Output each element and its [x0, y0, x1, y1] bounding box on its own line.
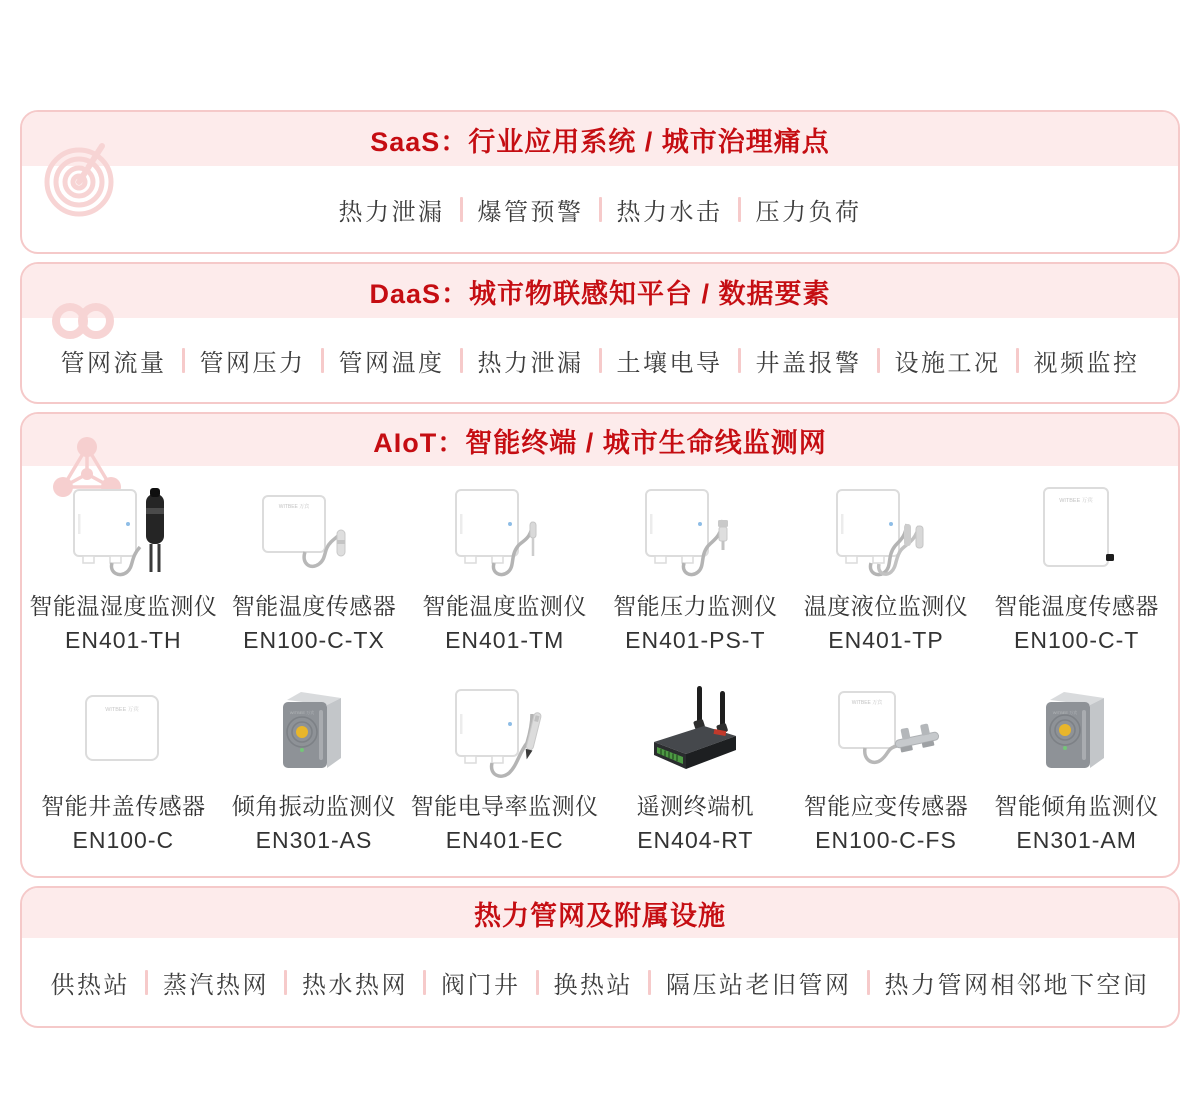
product-en401-th: [28, 482, 219, 654]
product-model: EN401-TH: [65, 627, 182, 653]
product-en401-ps-t: [600, 482, 791, 654]
data-element-item: 热力泄漏: [477, 349, 584, 377]
svg-text:WITBEE 万宾: WITBEE 万宾: [1058, 498, 1093, 504]
product-name: 智能应变传感器: [803, 793, 969, 819]
product-en100-c-fs: [791, 682, 982, 854]
product-name: 智能温度传感器: [994, 593, 1159, 619]
tilt-monitor-image: [1012, 684, 1142, 780]
data-element-item: 管网流量: [60, 349, 167, 377]
product-name: 智能温度传感器: [231, 593, 397, 619]
facility-item: 阀门井: [441, 971, 521, 999]
product-model: EN100-C-TX: [243, 627, 385, 653]
temp-sensor-box-image: [1012, 484, 1142, 580]
product-en404-rt: [600, 682, 791, 854]
section-facilities-title: 热力管网及附属设施: [474, 900, 726, 931]
facility-item: 换热站: [553, 971, 633, 999]
product-en401-tm: [409, 482, 600, 654]
section-saas-title: SaaS：行业应用系统 / 城市治理痛点: [370, 126, 830, 157]
product-model: EN401-PS-T: [625, 627, 766, 653]
temp-sensor-image: [249, 484, 379, 580]
daas-items-row: [22, 318, 1178, 402]
data-element-item: 设施工况: [894, 349, 1001, 377]
telemetry-terminal-image: [630, 684, 760, 780]
temp-humidity-monitor-image: [58, 484, 188, 580]
svg-text:WITBEE 万宾: WITBEE 万宾: [851, 700, 883, 706]
product-en100-c-tx: [219, 482, 410, 654]
data-element-item: 土壤电导: [616, 349, 723, 377]
product-model: EN100-C-FS: [815, 827, 957, 853]
svg-text:WITBEE 万宾: WITBEE 万宾: [278, 504, 310, 510]
product-name: 智能电导率监测仪: [410, 793, 599, 819]
product-name: 倾角振动监测仪: [231, 793, 397, 819]
product-model: EN401-EC: [445, 827, 564, 853]
product-model: EN401-TP: [828, 627, 944, 653]
product-name: 智能温湿度监测仪: [29, 593, 218, 619]
section-aiot-header: [22, 414, 1178, 466]
product-en301-as: [219, 682, 410, 854]
product-en100-c-t: [981, 482, 1172, 654]
product-name: 智能井盖传感器: [41, 793, 206, 819]
product-model: EN301-AS: [255, 827, 373, 853]
product-name: 智能温度监测仪: [422, 593, 587, 619]
section-aiot-title: AIoT：智能终端 / 城市生命线监测网: [373, 427, 827, 458]
section-daas: [20, 262, 1180, 404]
conductivity-monitor-image: [440, 684, 570, 780]
svg-text:WITBEE 万宾: WITBEE 万宾: [289, 710, 315, 715]
temp-monitor-image: [440, 484, 570, 580]
product-model: EN100-C-T: [1014, 627, 1140, 653]
data-element-item: 井盖报警: [755, 349, 862, 377]
manhole-sensor-image: [58, 684, 188, 780]
saas-items-row: [22, 166, 1178, 252]
product-name: 智能倾角监测仪: [994, 793, 1159, 819]
product-model: EN404-RT: [637, 827, 754, 853]
product-model: EN401-TM: [445, 627, 565, 653]
section-saas-header: [22, 112, 1178, 166]
svg-text:WITBEE 万宾: WITBEE 万宾: [105, 707, 140, 713]
facility-item: 热水热网: [302, 971, 408, 999]
tilt-vibration-monitor-image: [249, 684, 379, 780]
data-element-item: 视频监控: [1033, 349, 1140, 377]
product-en100-c: [28, 682, 219, 854]
facility-item: 蒸汽热网: [163, 971, 269, 999]
product-name: 温度液位监测仪: [803, 593, 969, 619]
pain-point-item: 热力水击: [616, 198, 723, 226]
pain-point-item: 热力泄漏: [338, 198, 445, 226]
temp-level-monitor-image: [821, 484, 951, 580]
facility-item: 供热站: [50, 971, 130, 999]
section-saas: [20, 110, 1180, 254]
pain-point-item: 压力负荷: [755, 198, 862, 226]
data-element-item: 管网温度: [338, 349, 445, 377]
product-en301-am: [981, 682, 1172, 854]
product-name: 智能压力监测仪: [613, 593, 778, 619]
facilities-items-row: [22, 938, 1178, 1026]
section-facilities: [20, 886, 1180, 1028]
svg-text:WITBEE 万宾: WITBEE 万宾: [1052, 710, 1077, 715]
section-daas-title: DaaS：城市物联感知平台 / 数据要素: [369, 278, 831, 309]
product-en401-tp: [791, 482, 982, 654]
product-name: 遥测终端机: [636, 793, 755, 819]
product-model: EN100-C: [72, 827, 175, 853]
pressure-monitor-image: [630, 484, 760, 580]
section-daas-header: [22, 264, 1178, 318]
facility-item: 隔压站老旧管网: [666, 971, 852, 999]
data-element-item: 管网压力: [199, 349, 306, 377]
facility-item: 热力管网相邻地下空间: [884, 971, 1150, 999]
section-facilities-header: [22, 888, 1178, 938]
section-aiot: [20, 412, 1180, 878]
strain-sensor-image: [821, 684, 951, 780]
product-grid: [22, 466, 1178, 876]
product-model: EN301-AM: [1016, 827, 1137, 853]
pain-point-item: 爆管预警: [477, 198, 584, 226]
product-en401-ec: [409, 682, 600, 854]
